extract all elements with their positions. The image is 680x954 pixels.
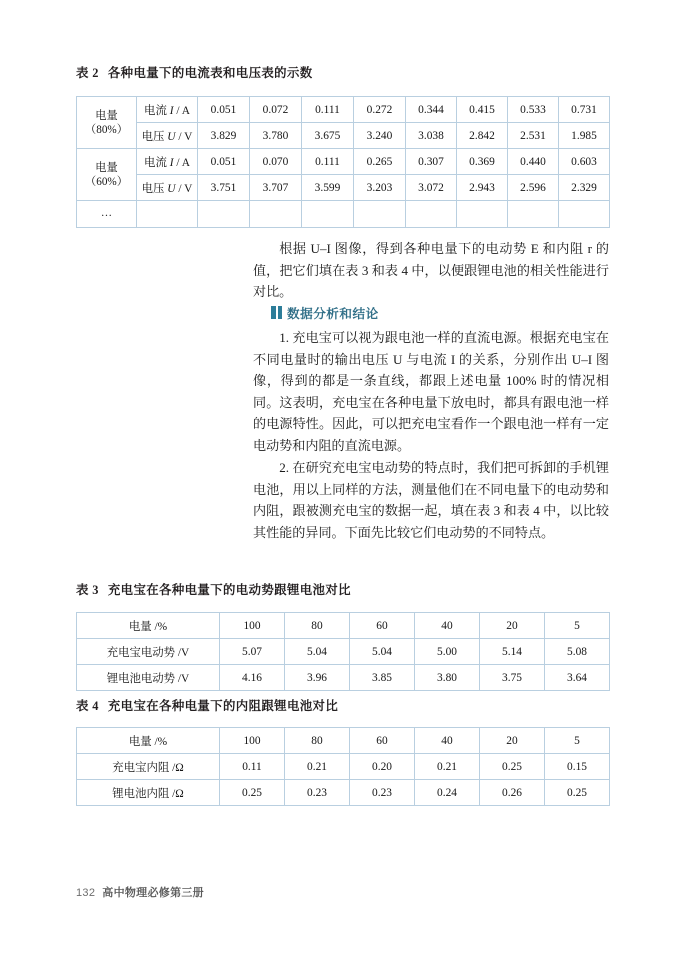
table-2-row-header: 电压 U / V: [137, 123, 198, 149]
paragraph-3: 2. 在研究充电宝电动势的特点时，我们把可拆卸的手机锂电池，用以上同样的方法，测量他们在不同电量下的电动势和内阻，跟被测充电宝的数据一起，填在表 3 和表 4 中，以比较其性能的异同。下面先比较它们电动势的不同特点。: [253, 460, 609, 540]
table-3-column-header: 80: [285, 613, 350, 639]
table-cell: 3.675: [302, 123, 354, 149]
table-cell: 2.842: [457, 123, 508, 149]
table-cell: 0.25: [545, 780, 610, 806]
table-3-row-label: 锂电池电动势 /V: [77, 665, 220, 691]
table-4-column-header: 60: [350, 728, 415, 754]
table-3-column-header: 100: [220, 613, 285, 639]
table-cell: 0.25: [220, 780, 285, 806]
table-cell: 5.07: [220, 639, 285, 665]
table-cell: 0.344: [406, 97, 457, 123]
table-3-column-header: 40: [415, 613, 480, 639]
table-3-header-label: 电量 /%: [77, 613, 220, 639]
table-cell: [250, 201, 302, 228]
table-2-row-header: 电压 U / V: [137, 175, 198, 201]
table-cell: 0.11: [220, 754, 285, 780]
table-4-row-label: 充电宝内阻 /Ω: [77, 754, 220, 780]
table-2-caption-text: 各种电量下的电流表和电压表的示数: [107, 66, 313, 80]
table-3-column-header: 5: [545, 613, 610, 639]
table-cell: 0.15: [545, 754, 610, 780]
table-3: [76, 612, 610, 691]
table-cell: 0.051: [198, 149, 250, 175]
table-cell: 2.943: [457, 175, 508, 201]
table-2-caption-number: 表 2: [76, 66, 99, 80]
table-cell: 3.829: [198, 123, 250, 149]
table-row: [77, 613, 610, 639]
table-cell: 0.533: [508, 97, 559, 123]
table-2-group-label-80: 电量 （80%）: [77, 97, 137, 149]
table-cell: [354, 201, 406, 228]
table-cell: 0.23: [285, 780, 350, 806]
table-cell: [457, 201, 508, 228]
table-cell: 0.603: [559, 149, 610, 175]
table-row: [77, 175, 610, 201]
table-row: [77, 639, 610, 665]
table-2-ellipsis-label: …: [77, 201, 137, 228]
table-cell: 3.240: [354, 123, 406, 149]
table-cell: 0.25: [480, 754, 545, 780]
table-cell: 3.85: [350, 665, 415, 691]
table-3-column-header: 20: [480, 613, 545, 639]
table-cell: 5.04: [285, 639, 350, 665]
table-cell: 0.369: [457, 149, 508, 175]
table-cell: 0.051: [198, 97, 250, 123]
table-cell: 0.20: [350, 754, 415, 780]
table-4-caption-number: 表 4: [76, 699, 99, 713]
table-cell: [198, 201, 250, 228]
table-4-caption: [76, 696, 338, 714]
table-4-column-header: 40: [415, 728, 480, 754]
paragraph-2: 1. 充电宝可以视为跟电池一样的直流电源。根据充电宝在不同电量时的输出电压 U 与电流 I 的关系，分别作出 U–I 图像，得到的都是一条直线，都跟上述电量 100% 时的情况相同。这表明，充电宝在各种电量下放电时，都具有跟电池一样的电源特性。因此，可以把充电宝看作一个跟电池一样有一定电动势和内阻的直流电源。: [253, 330, 609, 453]
table-2-group-label-60: 电量 （60%）: [77, 149, 137, 201]
table-cell: 5.08: [545, 639, 610, 665]
table-cell: 4.16: [220, 665, 285, 691]
table-cell: 3.599: [302, 175, 354, 201]
table-cell: 0.24: [415, 780, 480, 806]
table-cell: 5.04: [350, 639, 415, 665]
table-cell: [559, 201, 610, 228]
table-cell: 0.070: [250, 149, 302, 175]
table-cell: 0.307: [406, 149, 457, 175]
table-cell: [302, 201, 354, 228]
table-cell: 0.26: [480, 780, 545, 806]
table-cell: 0.21: [285, 754, 350, 780]
table-4: [76, 727, 610, 806]
table-cell: 0.272: [354, 97, 406, 123]
table-row: [77, 123, 610, 149]
table-cell: 3.64: [545, 665, 610, 691]
table-cell: 0.731: [559, 97, 610, 123]
table-cell: 0.072: [250, 97, 302, 123]
table-cell: 3.80: [415, 665, 480, 691]
table-cell: 0.111: [302, 149, 354, 175]
table-3-row-label: 充电宝电动势 /V: [77, 639, 220, 665]
table-row: [77, 149, 610, 175]
table-cell: 2.596: [508, 175, 559, 201]
table-cell: 3.96: [285, 665, 350, 691]
table-cell: 1.985: [559, 123, 610, 149]
table-2-caption: [76, 63, 313, 81]
table-cell: 3.203: [354, 175, 406, 201]
page-footer: [76, 884, 204, 900]
table-3-caption: [76, 580, 351, 598]
table-2: [76, 96, 610, 228]
section-heading-data-analysis: [271, 303, 379, 322]
table-cell: 3.038: [406, 123, 457, 149]
table-3-caption-number: 表 3: [76, 583, 99, 597]
table-row: [77, 780, 610, 806]
table-cell: 2.531: [508, 123, 559, 149]
table-cell: 3.780: [250, 123, 302, 149]
table-cell: 3.75: [480, 665, 545, 691]
table-cell: 2.329: [559, 175, 610, 201]
table-cell: 0.21: [415, 754, 480, 780]
table-cell: [406, 201, 457, 228]
table-4-column-header: 5: [545, 728, 610, 754]
table-4-column-header: 100: [220, 728, 285, 754]
book-title: 高中物理必修第三册: [102, 887, 204, 899]
table-cell: 0.440: [508, 149, 559, 175]
table-row: [77, 754, 610, 780]
table-cell: 0.23: [350, 780, 415, 806]
table-cell: 0.111: [302, 97, 354, 123]
table-3-column-header: 60: [350, 613, 415, 639]
table-cell: 5.14: [480, 639, 545, 665]
page-number: 132: [76, 887, 96, 899]
table-cell: [137, 201, 198, 228]
table-cell: 0.265: [354, 149, 406, 175]
table-4-column-header: 20: [480, 728, 545, 754]
table-4-column-header: 80: [285, 728, 350, 754]
table-4-row-label: 锂电池内阻 /Ω: [77, 780, 220, 806]
table-cell: 3.707: [250, 175, 302, 201]
table-row: [77, 201, 610, 228]
table-row: [77, 97, 610, 123]
table-4-header-label: 电量 /%: [77, 728, 220, 754]
table-cell: [508, 201, 559, 228]
paragraph-1: 根据 U–I 图像，得到各种电量下的电动势 E 和内阻 r 的值，把它们填在表 3 和表 4 中，以便跟锂电池的相关性能进行对比。: [253, 241, 609, 299]
table-3-caption-text: 充电宝在各种电量下的电动势跟锂电池对比: [107, 583, 351, 597]
table-cell: 5.00: [415, 639, 480, 665]
table-4-caption-text: 充电宝在各种电量下的内阻跟锂电池对比: [107, 699, 339, 713]
table-row: [77, 728, 610, 754]
table-2-row-header: 电流 I / A: [137, 149, 198, 175]
table-row: [77, 665, 610, 691]
table-2-row-header: 电流 I / A: [137, 97, 198, 123]
section-marker-icon: [271, 306, 282, 319]
section-heading-label: 数据分析和结论: [287, 307, 379, 321]
table-cell: 3.751: [198, 175, 250, 201]
table-cell: 0.415: [457, 97, 508, 123]
table-cell: 3.072: [406, 175, 457, 201]
